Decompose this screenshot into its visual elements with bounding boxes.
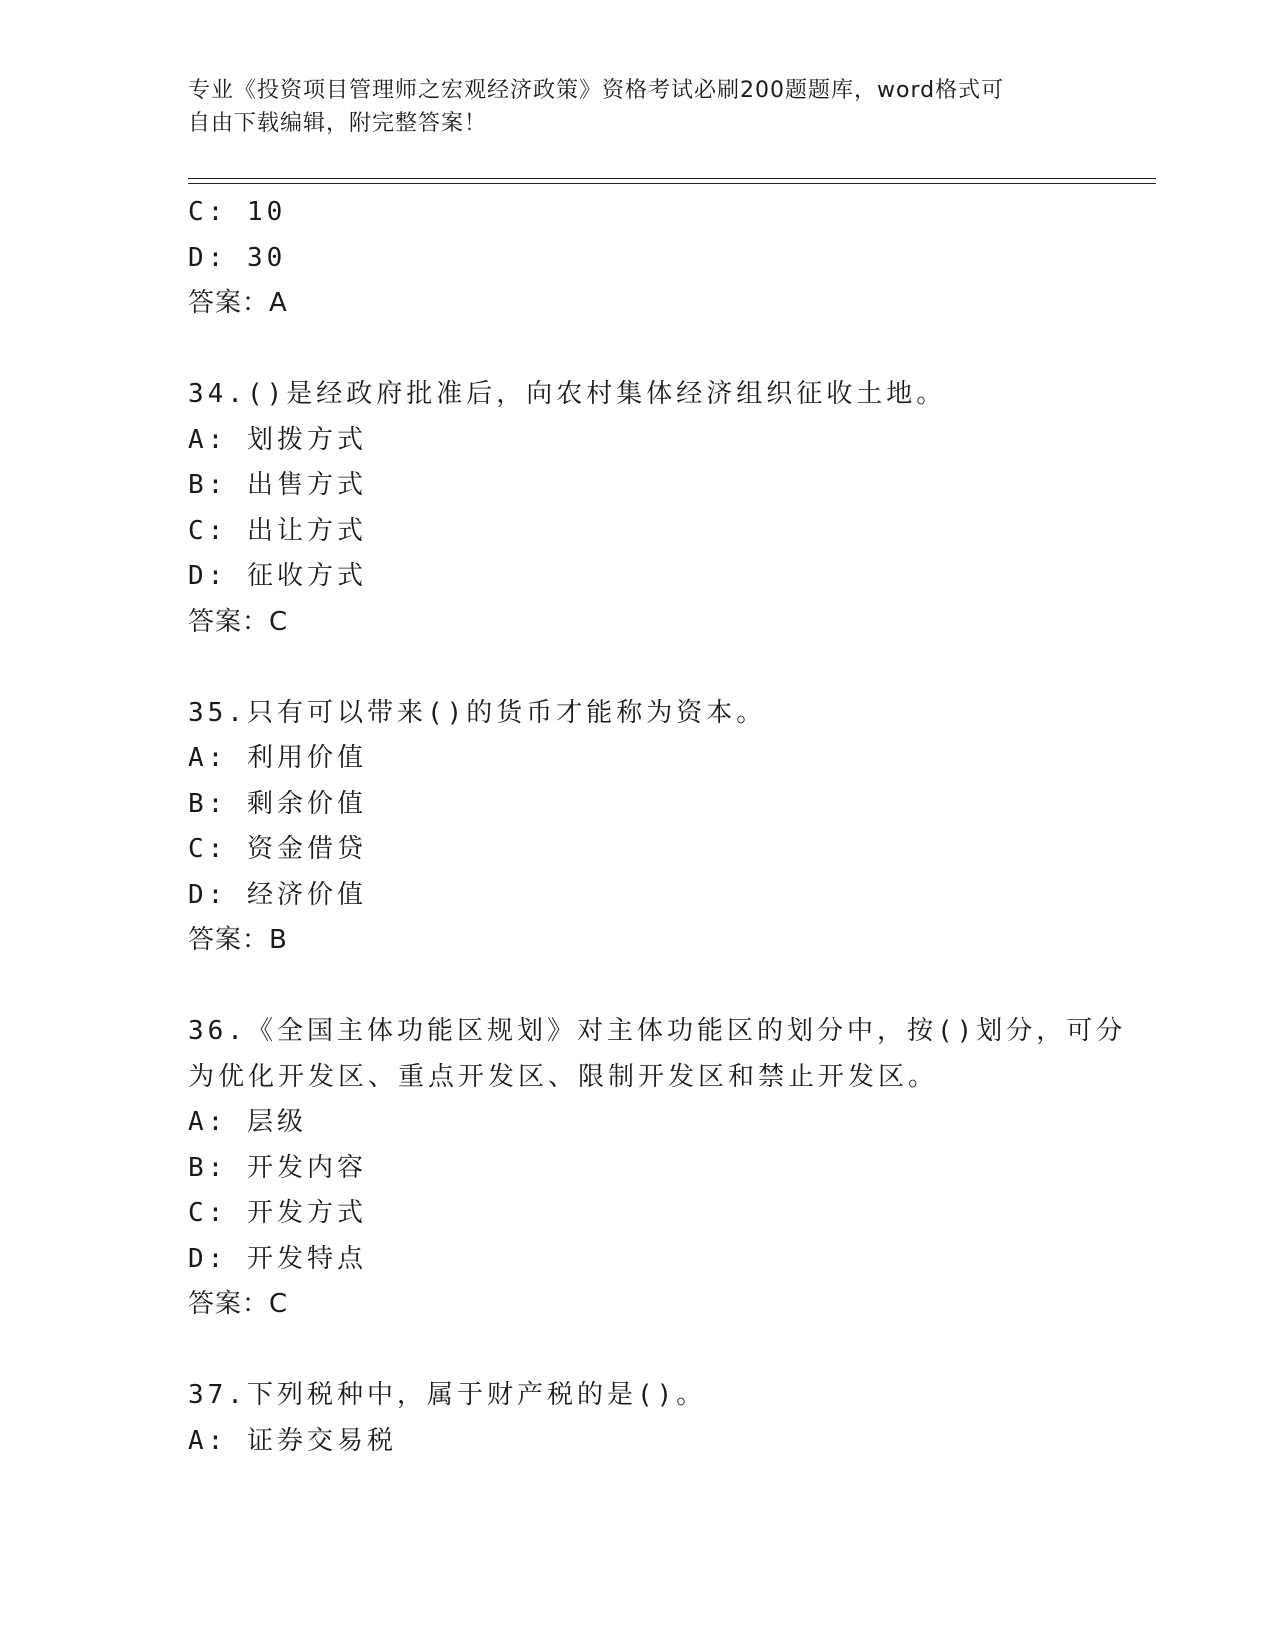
- answer-line: 答案：B: [188, 925, 288, 955]
- option-a: A: 利用价值: [188, 743, 367, 773]
- option-b: B: 剩余价值: [188, 788, 367, 819]
- option-d: D: 开发特点: [188, 1243, 367, 1274]
- spacer: [188, 645, 1088, 691]
- option-c: C: 10: [188, 197, 287, 227]
- option-a: A: 层级: [188, 1107, 307, 1137]
- option-c: C: 出让方式: [188, 515, 367, 546]
- document-body: [188, 190, 1127, 1464]
- option-b: B: 开发内容: [188, 1152, 367, 1183]
- question-stem-line-2: 为优化开发区、重点开发区、限制开发区和禁止开发区。: [188, 1061, 939, 1092]
- answer-line: 答案：A: [188, 288, 288, 318]
- option-d: D: 征收方式: [188, 561, 367, 591]
- spacer: [188, 327, 1088, 373]
- document-header: [188, 74, 1088, 140]
- option-c: C: 资金借贷: [188, 834, 367, 864]
- question-stem-line-1: 36.《全国主体功能区规划》对主体功能区的划分中，按()划分，可分: [188, 1016, 1127, 1046]
- spacer: [188, 964, 1088, 1010]
- answer-line: 答案：C: [188, 606, 289, 637]
- header-rule-bottom: [188, 183, 1156, 184]
- option-c: C: 开发方式: [188, 1198, 367, 1228]
- question-37: [188, 1373, 1088, 1464]
- spacer: [188, 1328, 1088, 1374]
- question-35: [188, 691, 1088, 964]
- question-stem: 37.下列税种中，属于财产税的是()。: [188, 1380, 707, 1410]
- option-b: B: 出售方式: [188, 470, 367, 500]
- question-34: [188, 372, 1088, 645]
- option-a: A: 划拨方式: [188, 424, 367, 455]
- question-stem: 35.只有可以带来()的货币才能称为资本。: [188, 697, 767, 728]
- option-a: A: 证券交易税: [188, 1425, 397, 1456]
- question-stem: 34.()是经政府批准后，向农村集体经济组织征收土地。: [188, 379, 947, 409]
- header-line-2: 自由下载编辑，附完整答案！: [188, 111, 488, 136]
- answer-line: 答案：C: [188, 1289, 289, 1319]
- question-33-tail: [188, 190, 1088, 327]
- header-line-1: 专业《投资项目管理师之宏观经济政策》资格考试必刷200题题库，word格式可: [188, 78, 1005, 103]
- header-rule-top: [188, 178, 1156, 179]
- option-d: D: 30: [188, 242, 287, 273]
- option-d: D: 经济价值: [188, 879, 367, 910]
- question-36: [188, 1009, 1127, 1328]
